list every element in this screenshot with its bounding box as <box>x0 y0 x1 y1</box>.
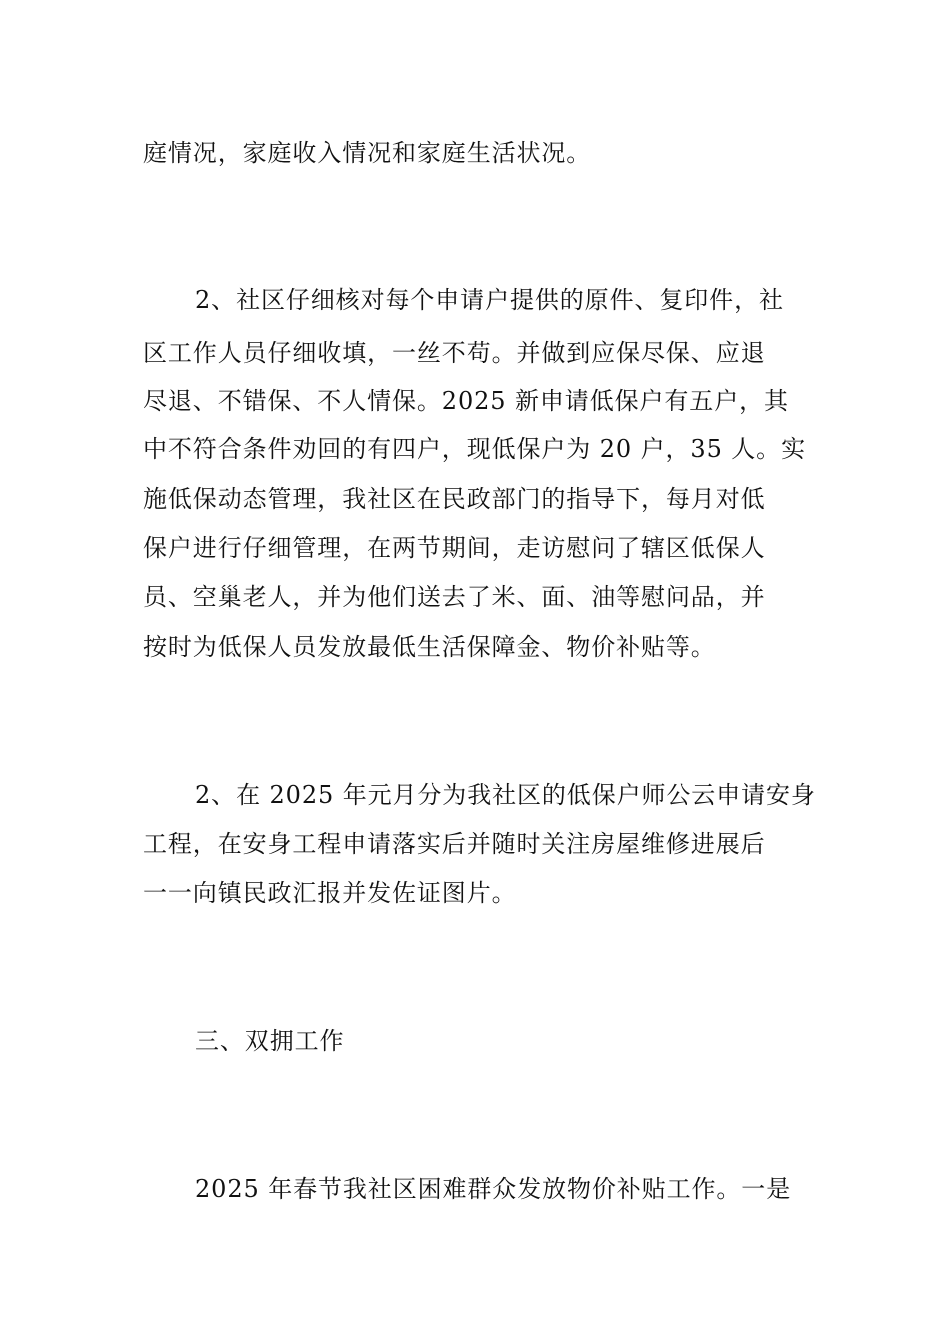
paragraph-2-line-6: 保户进行仔细管理，在两节期间，走访慰问了辖区低保人 <box>143 534 766 562</box>
paragraph-2-line-5: 施低保动态管理，我社区在民政部门的指导下，每月对低 <box>143 485 766 513</box>
paragraph-3-line-2: 工程，在安身工程申请落实后并随时关注房屋维修进展后 <box>143 830 766 858</box>
paragraph-1-line-1: 庭情况，家庭收入情况和家庭生活状况。 <box>143 139 592 167</box>
paragraph-2-line-2: 区工作人员仔细收填，一丝不苟。并做到应保尽保、应退 <box>143 339 766 367</box>
paragraph-2-line-1: 2、社区仔细核对每个申请户提供的原件、复印件，社 <box>195 286 784 314</box>
paragraph-3-line-3: 一一向镇民政汇报并发佐证图片。 <box>143 879 517 907</box>
paragraph-4-line-1: 2025 年春节我社区困难群众发放物价补贴工作。一是 <box>195 1175 792 1203</box>
paragraph-2-line-4: 中不符合条件劝回的有四户，现低保户为 20 户，35 人。实 <box>143 435 806 463</box>
section-heading: 三、双拥工作 <box>195 1027 345 1055</box>
paragraph-2-line-7: 员、空巢老人，并为他们送去了米、面、油等慰问品，并 <box>143 583 766 611</box>
paragraph-3-line-1: 2、在 2025 年元月分为我社区的低保户师公云申请安身 <box>195 781 816 809</box>
paragraph-2-line-3: 尽退、不错保、不人情保。2025 新申请低保户有五户，其 <box>143 387 789 415</box>
paragraph-2-line-8: 按时为低保人员发放最低生活保障金、物价补贴等。 <box>143 633 716 661</box>
